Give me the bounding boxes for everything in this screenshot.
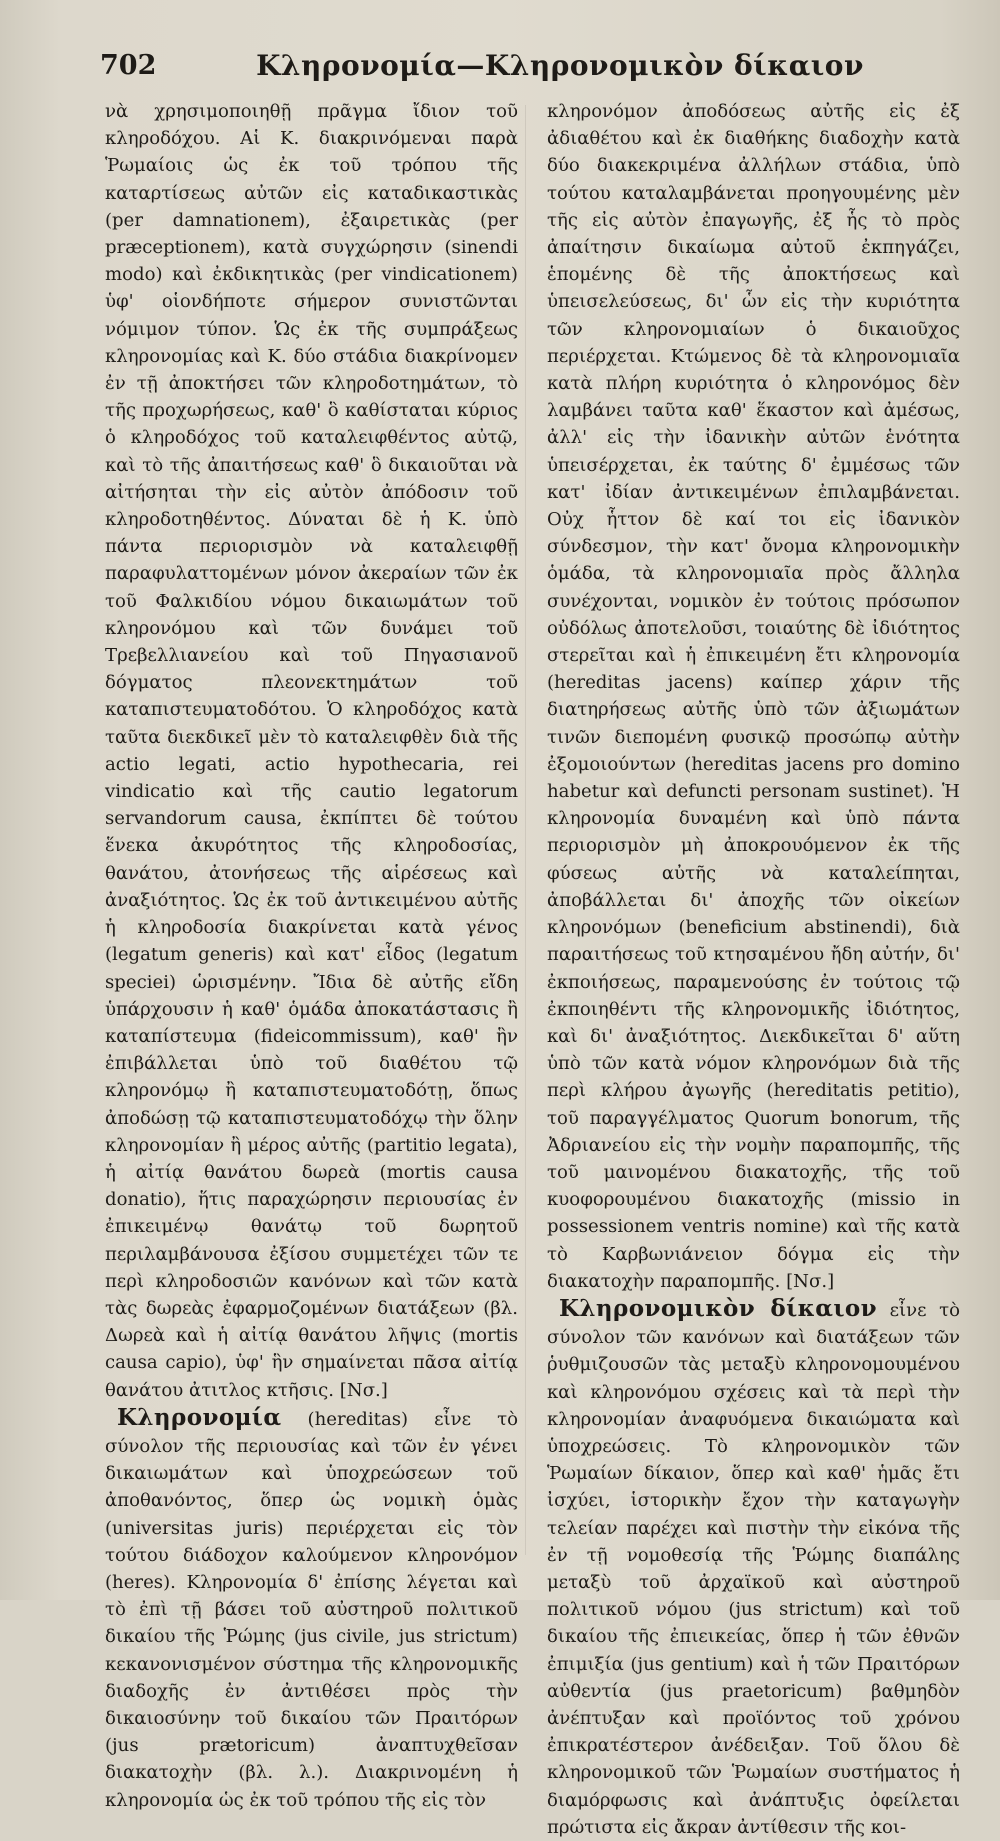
right-column [547, 98, 960, 1838]
right-column-paragraph-1: κληρονόμον ἀποδόσεως αὐτῆς εἰς ἐξ ἀδιαθέτου καὶ ἐκ διαθήκης διαδοχὴν κατὰ δύο διακεκριμένα ἀλλήλων στάδια, ὑπὸ τούτου καταλαμβάνεται προηγουμένης μὲν τῆς εἰς αὐτὸν ἐπαγωγῆς, ἐξ ἧς τὸ πρὸς ἀπαίτησιν δικαίωμα αὐτοῦ ἐκπηγάζει, ἑπομένης δὲ τῆς ἀποκτήσεως καὶ ὑπεισελεύσεως, δι' ὧν εἰς τὴν κυριότητα τῶν κληρονομιαίων ὁ δικαιοῦχος περιέρχεται. Κτώμενος δὲ τὰ κληρονομιαῖα κατὰ πλήρη κυριότητα ὁ κληρονόμος δὲν λαμβάνει ταῦτα καθ' ἕκαστον καὶ ἀμέσως, ἀλλ' εἰς τὴν ἰδανικὴν αὐτῶν ἑνότητα ὑπεισέρχεται, ἐκ ταύτης δ' ἐμμέσως τῶν κατ' ἰδίαν ἀντικειμένων ἐπιλαμβάνεται. Οὐχ ἧττον δὲ καί τοι εἰς ἰδανικὸν σύνδεσμον, τὴν κατ' ὄνομα κληρονομικὴν ὁμάδα, τὰ κληρονομιαῖα πρὸς ἄλληλα συνέχονται, νομικὸν ἐν τούτοις πρόσωπον οὐδόλως ἀποτελοῦσι, τοιαύτης δὲ ἰδιότητος στερεῖται καὶ ἡ ἐπικειμένη ἔτι κληρονομία (hereditas jacens) καίπερ χάριν τῆς διατηρήσεως αὐτῆς ὑπὸ τῶν ἀξιωμάτων τινῶν διεπομένη φυσικῷ προσώπῳ αὐτὴν ἐξομοιούντων (hereditas jacens pro domino habetur καὶ defuncti personam sustinet). Ἡ κληρονομία δυναμένη καὶ ὑπὸ πάντα περιορισμὸν μὴ ἀποκρουόμενον ἐκ τῆς φύσεως αὐτῆς νὰ καταλείπηται, ἀποβάλλεται δι' ἀποχῆς τῶν οἰκείων κληρονόμων (beneficium abstinendi), διὰ παραιτήσεως τοῦ κτησαμένου ἤδη αὐτήν, δι' ἐκποιήσεως, παραμενούσης ἐν τούτοις τῷ ἐκποιηθέντι τῆς κληρονομικῆς ἰδιότητος, καὶ δι' ἀναξιότητος. Διεκδικεῖται δ' αὕτη ὑπὸ τῶν κατὰ νόμον κληρονόμων διὰ τῆς περὶ κλήρου ἀγωγῆς (hereditatis petitio), τοῦ παραγγέλματος Quorum bonorum, τῆς Ἀδριανείου εἰς τὴν νομὴν παραπομπῆς, τῆς τοῦ μαινομένου διακατοχῆς, τῆς τοῦ κυοφορουμένου διακατοχῆς (missio in possessionem ventris nomine) καὶ τῆς κατὰ τὸ Καρβωνιάνειον δόγμα εἰς τὴν διακατοχὴν παραπομπῆς. [Νσ.] [547, 101, 960, 1292]
left-column-paragraph-1: νὰ χρησιμοποιηθῇ πρᾶγμα ἴδιον τοῦ κληροδόχου. Αἱ Κ. διακρινόμεναι παρὰ Ῥωμαίοις ὡς ἐκ τοῦ τρόπου τῆς καταρτίσεως αὐτῶν εἰς καταδικαστικὰς (per damnationem), ἐξαιρετικὰς (per præceptionem), κατὰ συγχώρησιν (sinendi modo) καὶ ἐκδικητικὰς (per vindicationem) ὑφ' οἱονδήποτε σήμερον συνιστῶνται νόμιμον τύπον. Ὡς ἐκ τῆς συμπράξεως κληρονομίας καὶ Κ. δύο στάδια διακρίνομεν ἐν τῇ ἀποκτήσει τῶν κληροδοτημάτων, τὸ τῆς προχωρήσεως, καθ' ὃ καθίσταται κύριος ὁ κληροδόχος τοῦ καταλειφθέντος αὐτῷ, καὶ τὸ τῆς ἀπαιτήσεως καθ' ὃ δικαιοῦται νὰ αἰτήσηται τὴν εἰς αὐτὸν ἀπόδοσιν τοῦ κληροδοτηθέντος. Δύναται δὲ ἡ Κ. ὑπὸ πάντα περιορισμὸν νὰ καταλειφθῇ παραφυλαττομένων μόνον ἀκεραίων τῶν ἐκ τοῦ Φαλκιδίου νόμου δικαιωμάτων τοῦ κληρονόμου καὶ τῶν δυνάμει τοῦ Τρεβελλιανείου καὶ τοῦ Πηγασιανοῦ δόγματος πλεονεκτημάτων τοῦ καταπιστευματοδότου. Ὁ κληροδόχος κατὰ ταῦτα διεκδικεῖ μὲν τὸ καταλειφθὲν διὰ τῆς actio legati, actio hypothecaria, rei vindicatio καὶ τῆς cautio legatorum servandorum causa, ἐκπίπτει δὲ τούτου ἕνεκα ἀκυρότητος τῆς κληροδοσίας, θανάτου, ἀτονήσεως τῆς αἱρέσεως καὶ ἀναξιότητος. Ὡς ἐκ τοῦ ἀντικειμένου αὐτῆς ἡ κληροδοσία διακρίνεται κατὰ γένος (legatum generis) καὶ κατ' εἶδος (legatum speciei) ὡρισμένην. Ἴδια δὲ αὐτῆς εἴδη ὑπάρχουσιν ἡ καθ' ὁμάδα ἀποκατάστασις ἢ καταπίστευμα (fideicommissum), καθ' ἣν ἐπιβάλλεται ὑπὸ τοῦ διαθέτου τῷ κληρονόμῳ ἢ καταπιστευματοδότῃ, ὅπως ἀποδώσῃ τῷ καταπιστευματοδόχῳ τὴν ὅλην κληρονομίαν ἢ μέρος αὐτῆς (partitio legata), ἡ αἰτίᾳ θανάτου δωρεὰ (mortis causa donatio), ἥτις παραχώρησιν περιουσίας ἐν ἐπικειμένῳ θανάτῳ τοῦ δωρητοῦ περιλαμβάνουσα ἐξίσου συμμετέχει τῶν τε περὶ κληροδοσιῶν κανόνων καὶ τῶν κατὰ τὰς δωρεὰς ἐφαρμοζομένων διατάξεων (βλ. Δωρεὰ καὶ ἡ αἰτίᾳ θανάτου λῆψις (mortis causa capio), ὑφ' ἣν σημαίνεται πᾶσα αἰτίᾳ θανάτου ἀτιτλος κτῆσις. [Νσ.] [105, 101, 518, 1401]
right-column-paragraph-2 [547, 1295, 960, 1841]
entry-lemma-klironomikon-dikaion: Κληρονομικὸν δίκαιον [559, 1294, 877, 1322]
page-number: 702 [100, 49, 157, 81]
running-head: Κληρονομία—Κληρονομικὸν δίκαιον [256, 48, 864, 82]
entry-lemma-klironomia: Κληρονομία [117, 1403, 282, 1431]
left-column [105, 98, 518, 1811]
page-header [100, 40, 960, 90]
left-column-paragraph-2 [105, 1404, 518, 1814]
entry-body-klironomia: (hereditas) εἶνε τὸ σύνολον τῆς περιουσίας καὶ τῶν ἐν γένει δικαιωμάτων καὶ ὑποχρεώσεων τοῦ ἀποθανόντος, ὅπερ ὡς νομικὴ ὁμὰς (universitas juris) περιέρχεται εἰς τὸν τούτου διάδοχον καλούμενον κληρονόμον (heres). Κληρονομία δ' ἐπίσης λέγεται καὶ τὸ ἐπὶ τῇ βάσει τοῦ αὐστηροῦ πολιτικοῦ δικαίου τῆς Ῥώμης (jus civile, jus strictum) κεκανονισμένον σύστημα τῆς κληρονομικῆς διαδοχῆς ἐν ἀντιθέσει πρὸς τὴν δικαιοσύνην τοῦ δικαίου τῶν Πραιτόρων (jus prætoricum) ἀναπτυχθεῖσαν διακατοχὴν (βλ. λ.). Διακρινομένη ἡ κληρονομία ὡς ἐκ τοῦ τρόπου τῆς εἰς τὸν [105, 1408, 518, 1811]
entry-body-klironomikon-dikaion: εἶνε τὸ σύνολον τῶν κανόνων καὶ διατάξεων τῶν ῥυθμιζουσῶν τὰς μεταξὺ κληρονομουμένου καὶ κληρονόμου σχέσεις καὶ τὰ περὶ τὴν κληρονομίαν ἀναφυόμενα δικαιώματα καὶ ὑποχρεώσεις. Τὸ κληρονομικὸν τῶν Ῥωμαίων δίκαιον, ὅπερ καὶ καθ' ἡμᾶς ἔτι ἰσχύει, ἱστορικὴν ἔχον τὴν καταγωγὴν τελείαν παρέχει καὶ πιστὴν τὴν εἰκόνα τῆς ἐν τῇ νομοθεσίᾳ τῆς Ῥώμης διαπάλης μεταξὺ τοῦ ἀρχαϊκοῦ καὶ αὐστηροῦ πολιτικοῦ νόμου (jus strictum) καὶ τοῦ δικαίου τῆς ἐπιεικείας, ὅπερ ἡ τῶν ἐθνῶν ἐπιμιξία (jus gentium) καὶ ἡ τῶν Πραιτόρων αὐθεντία (jus praetoricum) βαθμηδὸν ἀνέπτυξαν καὶ προϊόντος τοῦ χρόνου ἐπικρατέστερον ἀνέδειξαν. Τοῦ ὅλου δὲ κληρονομικοῦ τῶν Ῥωμαίων συστήματος ἡ διαμόρφωσις καὶ ἀνάπτυξις ὀφείλεται πρώτιστα εἰς ἄκραν ἀντίθεσιν τῆς κοι- [547, 1299, 960, 1838]
text-columns [105, 98, 960, 1838]
